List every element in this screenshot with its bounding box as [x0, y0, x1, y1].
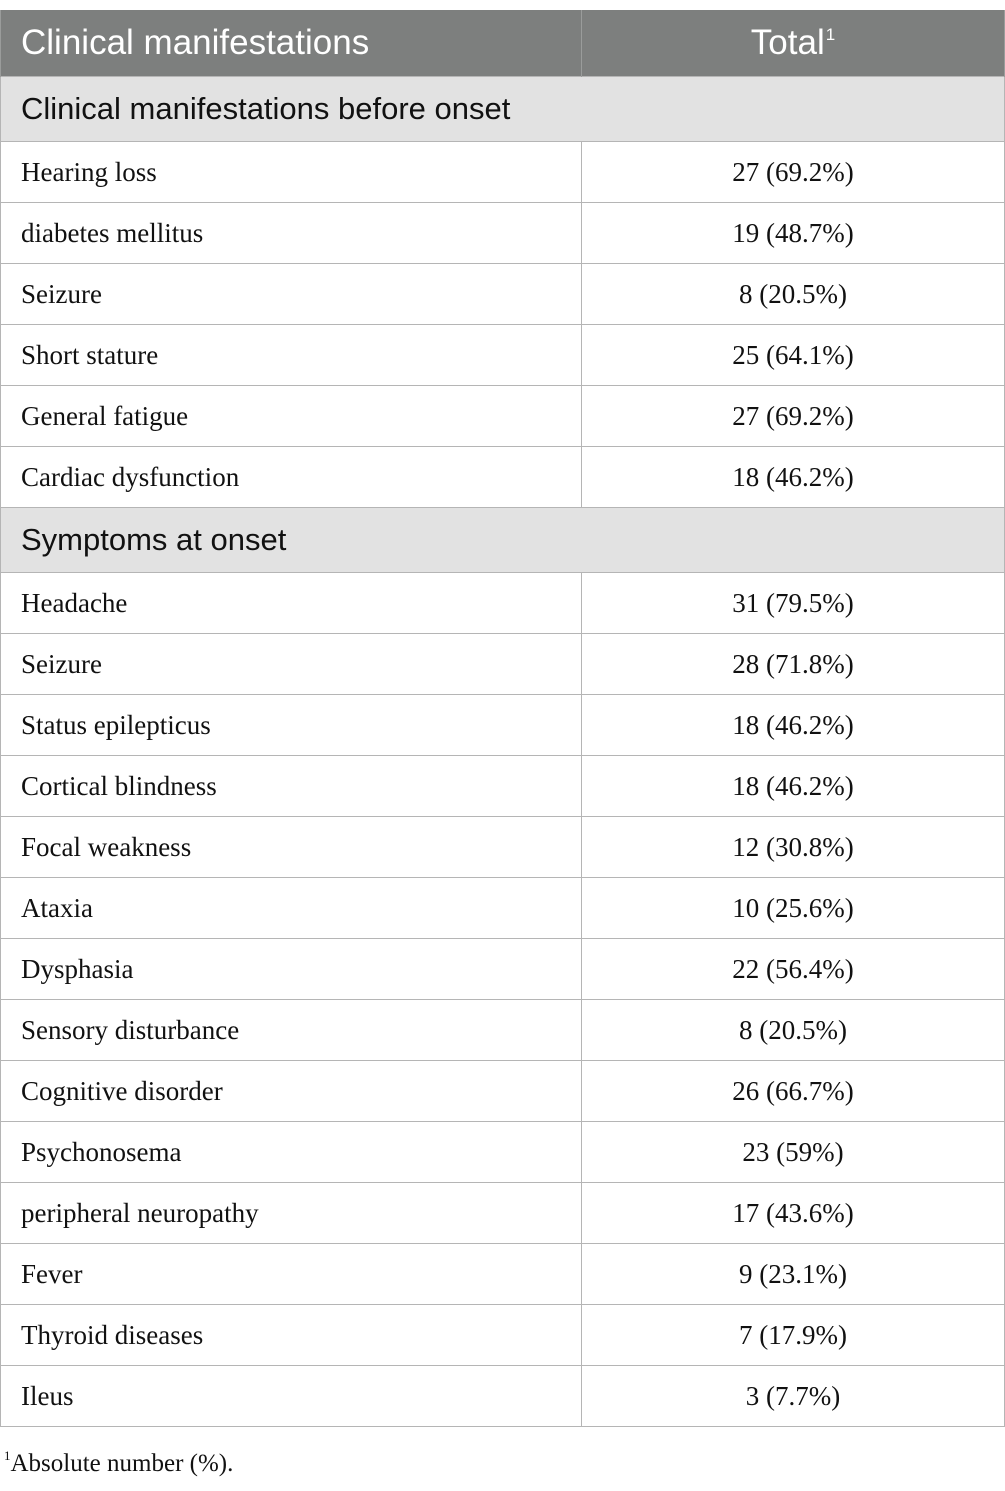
symptom-total: 26 (66.7%) [582, 1061, 1005, 1122]
table-row [1, 1366, 1005, 1427]
table-row [1, 386, 1005, 447]
table-row [1, 695, 1005, 756]
symptom-total: 7 (17.9%) [582, 1305, 1005, 1366]
table-row [1, 939, 1005, 1000]
table-row [1, 634, 1005, 695]
symptom-total: 3 (7.7%) [582, 1366, 1005, 1427]
table-row [1, 878, 1005, 939]
symptom-total: 10 (25.6%) [582, 878, 1005, 939]
symptom-total: 23 (59%) [582, 1122, 1005, 1183]
table-header-row [1, 10, 1005, 77]
table-row [1, 756, 1005, 817]
symptom-name: Sensory disturbance [1, 1000, 582, 1061]
manifestation-name: Hearing loss [1, 142, 582, 203]
header-col1-label: Clinical manifestations [21, 23, 370, 62]
symptom-name: Focal weakness [1, 817, 582, 878]
header-clinical-manifestations [1, 10, 582, 77]
symptom-total: 9 (23.1%) [582, 1244, 1005, 1305]
manifestation-total: 18 (46.2%) [582, 447, 1005, 508]
manifestation-name: Seizure [1, 264, 582, 325]
symptom-total: 22 (56.4%) [582, 939, 1005, 1000]
table-row [1, 203, 1005, 264]
table-row [1, 264, 1005, 325]
table-row [1, 1305, 1005, 1366]
symptom-total: 12 (30.8%) [582, 817, 1005, 878]
symptom-name: Ataxia [1, 878, 582, 939]
header-col2-label: Total [750, 23, 825, 62]
symptom-name: Cortical blindness [1, 756, 582, 817]
manifestation-total: 8 (20.5%) [582, 264, 1005, 325]
symptom-name: peripheral neuropathy [1, 1183, 582, 1244]
section-title: Clinical manifestations before onset [1, 77, 1005, 142]
table-row [1, 1061, 1005, 1122]
manifestation-total: 27 (69.2%) [582, 142, 1005, 203]
symptom-name: Cognitive disorder [1, 1061, 582, 1122]
manifestation-name: Short stature [1, 325, 582, 386]
symptom-name: Status epilepticus [1, 695, 582, 756]
manifestation-name: General fatigue [1, 386, 582, 447]
manifestation-name: Cardiac dysfunction [1, 447, 582, 508]
table-row [1, 1183, 1005, 1244]
manifestation-total: 25 (64.1%) [582, 325, 1005, 386]
table-row [1, 1122, 1005, 1183]
manifestation-name: diabetes mellitus [1, 203, 582, 264]
symptom-total: 17 (43.6%) [582, 1183, 1005, 1244]
symptom-name: Ileus [1, 1366, 582, 1427]
manifestation-total: 19 (48.7%) [582, 203, 1005, 264]
section-header-row [1, 77, 1005, 142]
table-row [1, 573, 1005, 634]
symptom-total: 28 (71.8%) [582, 634, 1005, 695]
manifestation-total: 27 (69.2%) [582, 386, 1005, 447]
table-row [1, 325, 1005, 386]
table-footnote [4, 1448, 233, 1478]
table-row [1, 1000, 1005, 1061]
symptom-name: Dysphasia [1, 939, 582, 1000]
symptom-total: 18 (46.2%) [582, 695, 1005, 756]
header-footnote-mark: 1 [825, 25, 836, 44]
symptom-name: Psychonosema [1, 1122, 582, 1183]
section-header-row [1, 508, 1005, 573]
manifestations-table [0, 10, 1005, 1427]
table-row [1, 447, 1005, 508]
symptom-total: 8 (20.5%) [582, 1000, 1005, 1061]
table-row [1, 817, 1005, 878]
symptom-name: Headache [1, 573, 582, 634]
symptom-name: Fever [1, 1244, 582, 1305]
footnote-mark: 1 [4, 1448, 11, 1463]
header-total [582, 10, 1005, 77]
symptom-total: 18 (46.2%) [582, 756, 1005, 817]
table-row [1, 142, 1005, 203]
footnote-text: Absolute number (%). [10, 1450, 234, 1477]
symptom-total: 31 (79.5%) [582, 573, 1005, 634]
symptom-name: Thyroid diseases [1, 1305, 582, 1366]
table-row [1, 1244, 1005, 1305]
symptom-name: Seizure [1, 634, 582, 695]
section-title: Symptoms at onset [1, 508, 1005, 573]
